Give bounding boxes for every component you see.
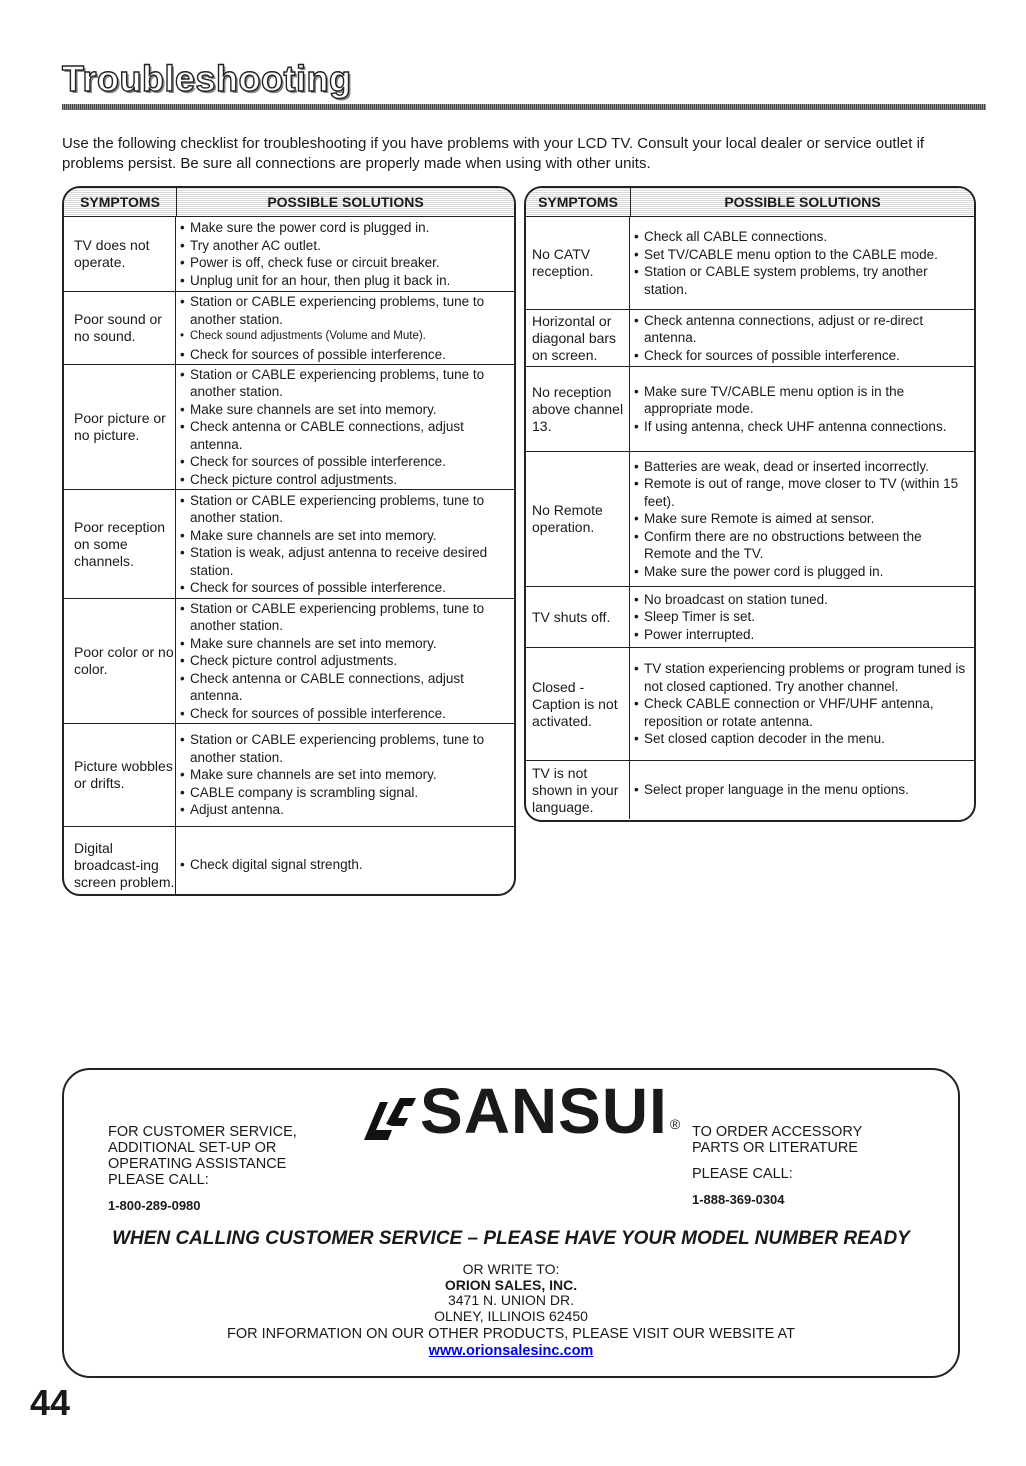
table-row [64,599,514,724]
solution-item: • Check picture control adjustments. [180,471,508,489]
table-row [526,217,974,310]
solution-item: • Unplug unit for an hour, then plug it back in. [180,272,508,290]
solution-item: • Station or CABLE experiencing problems, tune to another station. [180,731,508,766]
solutions-cell [630,217,974,309]
solutions-cell [176,724,514,826]
model-number-banner: WHEN CALLING CUSTOMER SERVICE – PLEASE HAVE YOUR MODEL NUMBER READY [112,1228,910,1249]
solution-item: • Adjust antenna. [180,801,508,819]
solution-item: • Power interrupted. [634,626,968,644]
table-row [526,761,974,819]
symptoms-header: SYMPTOMS [526,188,631,216]
solution-item: • Make sure the power cord is plugged in. [634,563,968,581]
customer-service-phone: 1-800-289-0980 [108,1198,201,1213]
solutions-cell [176,827,514,896]
solutions-cell [176,490,514,598]
symptom-cell: Poor color or no color. [64,599,176,723]
info-line: ADDITIONAL SET-UP OR [108,1140,277,1156]
symptom-cell: Closed - Caption is not activated. [526,648,630,760]
registered-mark: ® [669,1116,681,1132]
symptom-cell: Poor sound or no sound. [64,292,176,364]
solutions-cell [630,367,974,451]
solution-item: • No broadcast on station tuned. [634,591,968,609]
solution-item: • Make sure the power cord is plugged in. [180,219,508,237]
table-row [64,217,514,292]
symptoms-header: SYMPTOMS [64,188,177,216]
write-to-label: OR WRITE TO: [462,1261,560,1277]
solution-item: • Try another AC outlet. [180,237,508,255]
symptom-cell: Poor reception on some channels. [64,490,176,598]
solution-item: • Check for sources of possible interference. [180,346,508,364]
table-row [64,292,514,365]
solution-item: • Make sure Remote is aimed at sensor. [634,510,968,528]
solution-item: • Make sure channels are set into memory. [180,527,508,545]
brand-name: SANSUI [420,1075,668,1147]
sansui-logo [358,1076,680,1146]
solutions-cell [176,599,514,723]
solution-item: • Station or CABLE system problems, try another station. [634,263,968,298]
table-header [64,188,514,217]
company-name: ORION SALES, INC. [444,1276,578,1293]
accessory-phone: 1-888-369-0304 [692,1192,785,1207]
troubleshooting-table-right [524,186,976,822]
page-title: Troubleshooting [62,58,352,99]
table-body [526,217,974,819]
table-header [526,188,974,217]
solution-item: • Check antenna connections, adjust or re-direct antenna. [634,312,968,347]
visit-text: FOR INFORMATION ON OUR OTHER PRODUCTS, PLEASE VISIT OUR WEBSITE AT [227,1326,795,1342]
page-number: 44 [30,1382,71,1423]
table-row [64,724,514,827]
solutions-header: POSSIBLE SOLUTIONS [267,194,424,210]
website-link[interactable]: www.orionsalesinc.com [428,1343,594,1359]
symptom-cell: TV is not shown in your language. [526,761,630,819]
solution-item: • Station or CABLE experiencing problems, tune to another station. [180,492,508,527]
customer-service-info [108,1124,297,1214]
solutions-cell [176,365,514,489]
solution-item: • Station is weak, adjust antenna to receive desired station. [180,544,508,579]
table-row [64,827,514,896]
table-row [526,310,974,367]
solution-item: • Station or CABLE experiencing problems, tune to another station. [180,600,508,635]
sansui-mark-icon [358,1094,420,1146]
city-address: OLNEY, ILLINOIS 62450 [434,1307,588,1324]
solution-item: • Make sure channels are set into memory. [180,401,508,419]
solutions-cell [630,310,974,366]
solution-item: • Check for sources of possible interference. [180,705,508,723]
info-line: PLEASE CALL: [108,1172,209,1188]
solution-item: • Remote is out of range, move closer to TV (within 15 feet). [634,475,968,510]
solution-item: • Select proper language in the menu options. [634,781,968,799]
solutions-cell [176,292,514,364]
info-line: TO ORDER ACCESSORY [692,1124,863,1140]
solutions-cell [630,587,974,647]
solutions-header: POSSIBLE SOLUTIONS [724,194,881,210]
solution-item: • Confirm there are no obstructions between the Remote and the TV. [634,528,968,563]
street-address: 3471 N. UNION DR. [447,1292,575,1308]
solution-item: • TV station experiencing problems or program tuned is not closed captioned. Try another channel. [634,660,968,695]
table-row [526,587,974,648]
solution-item: • Check all CABLE connections. [634,228,968,246]
solution-item: • Station or CABLE experiencing problems, tune to another station. [180,366,508,401]
symptom-cell: TV does not operate. [64,217,176,291]
solution-item: • Check CABLE connection or VHF/UHF antenna, reposition or rotate antenna. [634,695,968,730]
solution-item: • Make sure TV/CABLE menu option is in the appropriate mode. [634,383,968,418]
solution-item: • Check antenna or CABLE connections, adjust antenna. [180,670,508,705]
solution-item: • Make sure channels are set into memory. [180,766,508,784]
solution-item: • Check for sources of possible interference. [180,453,508,471]
mailing-address [64,1262,958,1324]
table-row [64,365,514,490]
solution-item: • Make sure channels are set into memory. [180,635,508,653]
solution-item: • Sleep Timer is set. [634,608,968,626]
symptom-cell: No Remote operation. [526,452,630,586]
symptom-cell: Digital broadcast-ing screen problem. [64,827,176,896]
symptom-cell: Poor picture or no picture. [64,365,176,489]
symptom-cell: TV shuts off. [526,587,630,647]
symptom-cell: Picture wobbles or drifts. [64,724,176,826]
troubleshooting-table-left [62,186,516,896]
solution-item: • Check for sources of possible interference. [180,579,508,597]
title-rule [62,104,986,110]
solutions-cell [630,648,974,760]
solution-item: • Check digital signal strength. [180,856,508,874]
solution-item: • CABLE company is scrambling signal. [180,784,508,802]
solution-item: • If using antenna, check UHF antenna connections. [634,418,968,436]
solution-item: • Set TV/CABLE menu option to the CABLE mode. [634,246,968,264]
solution-item: • Check picture control adjustments. [180,652,508,670]
symptom-cell: No CATV reception. [526,217,630,309]
table-row [526,452,974,587]
table-row [526,648,974,761]
solutions-cell [176,217,514,291]
solution-item: • Batteries are weak, dead or inserted incorrectly. [634,458,968,476]
info-line: OPERATING ASSISTANCE [108,1156,287,1172]
intro-text: Use the following checklist for troubleshooting if you have problems with your LCD TV. Consult your local dealer or service outlet if problems persist. Be sure all connections are properly made when using with other units. [62,135,925,172]
solutions-cell [630,761,974,819]
solution-item: • Power is off, check fuse or circuit breaker. [180,254,508,272]
solution-item: • Station or CABLE experiencing problems, tune to another station. [180,293,508,328]
customer-service-box [62,1068,960,1378]
table-body [64,217,514,896]
table-row [64,490,514,599]
info-line: PLEASE CALL: [692,1166,793,1182]
accessory-order-info [692,1124,862,1208]
website-info [64,1326,958,1360]
solution-item: • Set closed caption decoder in the menu. [634,730,968,748]
solutions-cell [630,452,974,586]
solution-item: • Check for sources of possible interference. [634,347,968,365]
solution-item: • Check sound adjustments (Volume and Mute). [180,328,508,346]
info-line: PARTS OR LITERATURE [692,1140,858,1156]
info-line: FOR CUSTOMER SERVICE, [108,1124,297,1140]
symptom-cell: Horizontal or diagonal bars on screen. [526,310,630,366]
table-row [526,367,974,452]
symptom-cell: No reception above channel 13. [526,367,630,451]
solution-item: • Check antenna or CABLE connections, adjust antenna. [180,418,508,453]
